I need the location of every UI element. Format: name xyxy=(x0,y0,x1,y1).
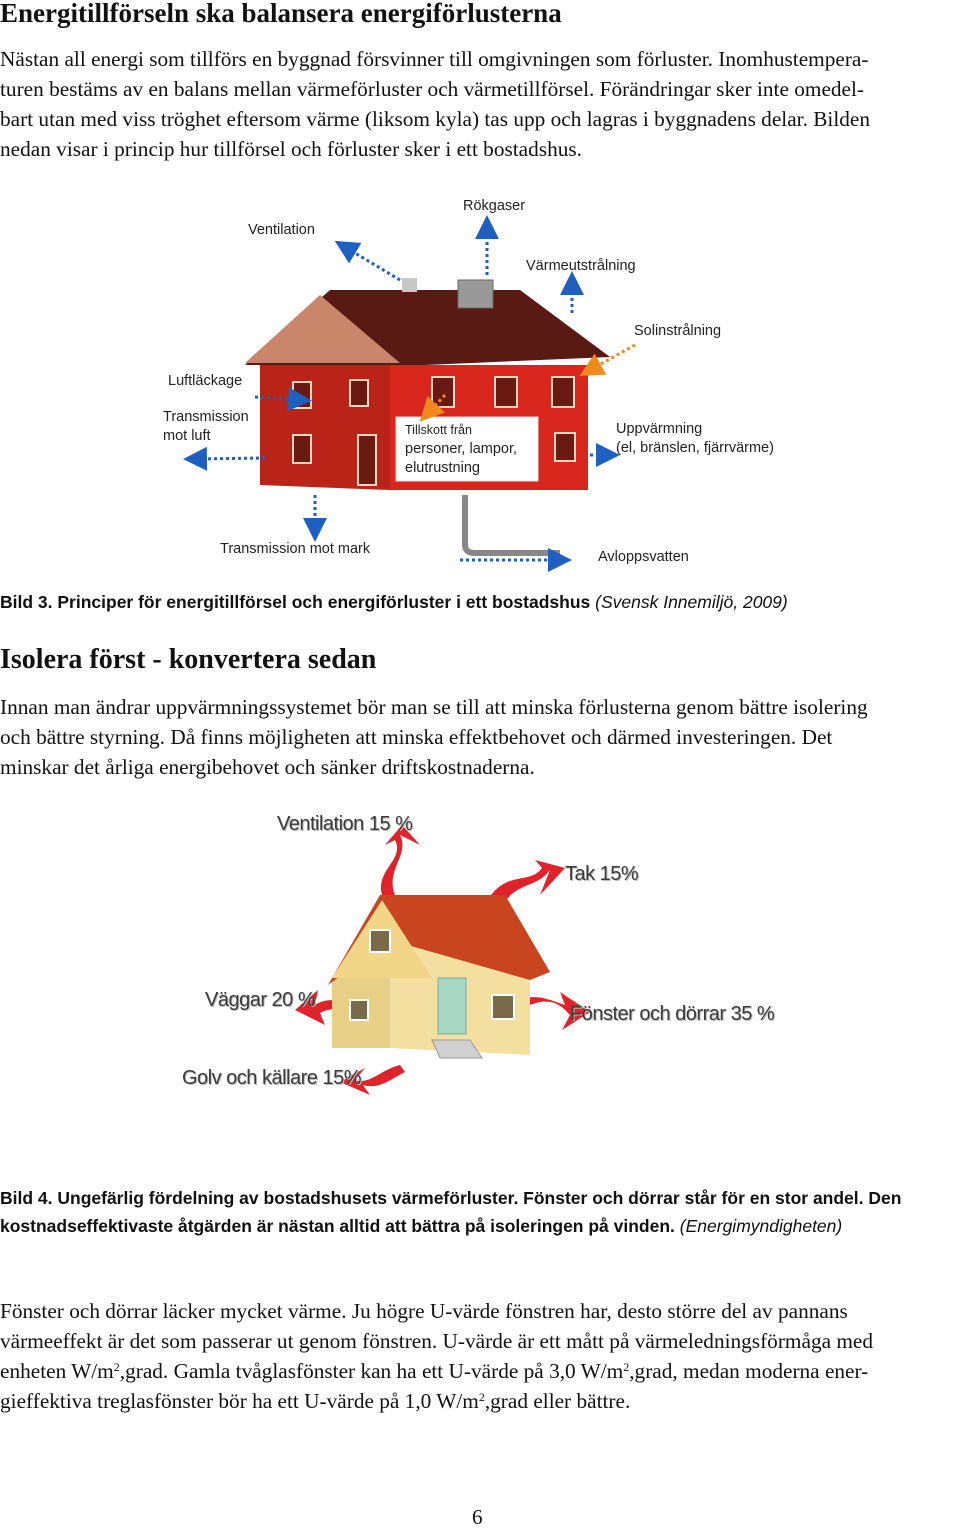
para2-line: och bättre styrning. Då finns möjligheten att minska effektbehovet och därmed investeringen. Det xyxy=(0,725,833,749)
label-transmission-luft-1: Transmission xyxy=(163,409,249,425)
heat-loss-figure xyxy=(170,800,810,1100)
figure1-caption xyxy=(0,588,958,616)
para3-line: Fönster och dörrar läcker mycket värme. Ju högre U-värde fönstren har, desto större del av pannans xyxy=(0,1299,848,1323)
side-window xyxy=(350,1000,368,1020)
label-transmission-mark: Transmission mot mark xyxy=(220,541,371,557)
chimney xyxy=(458,280,493,308)
para1-line: bart utan med viss tröghet eftersom värme (liksom kyla) tas upp och lagras i byggnadens delar. Bilden xyxy=(0,107,871,131)
label-tillskott-2: personer, lampor, xyxy=(405,441,518,457)
front-window xyxy=(492,995,514,1019)
page-heading: Energitillförseln ska balansera energiförlusterna xyxy=(0,0,562,28)
para1-line: Nästan all energi som tillförs en byggnad försvinner till omgivningen som förluster. Inomhustempera- xyxy=(0,47,869,71)
label-golv-15: Golv och källare 15% xyxy=(182,1067,361,1089)
windows-paragraph xyxy=(0,1296,958,1416)
para1-line: turen bestäms av en balans mellan värmeförluster och värmetillförsel. Förändringar sker inte omedel- xyxy=(0,77,865,101)
label-fonster-35: Fönster och dörrar 35 % xyxy=(570,1003,775,1025)
label-tillskott-1: Tillskott från xyxy=(405,423,472,437)
label-uppvarmning-2: (el, bränslen, fjärrvärme) xyxy=(616,440,774,456)
front-door xyxy=(438,978,466,1034)
heat-loss-illustration xyxy=(170,800,810,1100)
para3-text: gieffektiva treglasfönster bör ha ett U-värde på 1,0 W/m xyxy=(0,1389,479,1413)
para3-text: enheten W/m xyxy=(0,1359,114,1383)
energy-balance-figure xyxy=(160,185,800,580)
label-transmission-luft-2: mot luft xyxy=(163,428,211,444)
caption2-line2: kostnadseffektivaste åtgärden är nästan alltid att bättra på isoleringen på vinden. xyxy=(0,1216,675,1236)
para3-text: ,grad. Gamla tvåglasfönster kan ha ett U-värde på 3,0 W/m xyxy=(119,1359,624,1383)
section-heading: Isolera först - konvertera sedan xyxy=(0,644,377,675)
caption2-line1: Bild 4. Ungefärlig fördelning av bostadshusets värmeförluster. Fönster och dörrar står för en stor andel. Den xyxy=(0,1188,902,1208)
label-vaggar-20: Väggar 20 % xyxy=(205,989,316,1011)
label-tillskott-3: elutrustning xyxy=(405,460,480,476)
para3-text: ,grad, medan moderna ener- xyxy=(629,1359,869,1383)
superscript: 2 xyxy=(113,1360,120,1374)
vent-pipe xyxy=(402,278,417,292)
energy-house-illustration xyxy=(160,185,800,580)
label-avloppsvatten: Avloppsvatten xyxy=(598,549,689,565)
intro-paragraph xyxy=(0,44,958,164)
figure2-caption xyxy=(0,1184,958,1240)
para3-text: ,grad eller bättre. xyxy=(484,1389,631,1413)
label-varmeutstralning: Värmeutstrålning xyxy=(526,258,636,274)
caption1-source: (Svensk Innemiljö, 2009) xyxy=(595,592,788,612)
para2-line: minskar det årliga energibehovet och sänker driftskostnaderna. xyxy=(0,755,535,779)
caption1-bold: Bild 3. Principer för energitillförsel och energiförluster i ett bostadshus xyxy=(0,592,591,612)
para2-line: Innan man ändrar uppvärmningssystemet bör man se till att minska förlusterna genom bättre isolering xyxy=(0,695,868,719)
caption2-source: (Energimyndigheten) xyxy=(679,1216,843,1236)
gable-window xyxy=(370,930,390,952)
label-solinstralning: Solinstrålning xyxy=(634,323,722,339)
drain-pipe xyxy=(465,495,560,553)
para1-line: nedan visar i princip hur tillförsel och förluster sker i ett bostadshus. xyxy=(0,137,582,161)
superscript: 2 xyxy=(478,1390,485,1404)
para3-line: värmeeffekt är det som passerar ut genom fönstren. U-värde är ett mått på värmeledningsförmåga med xyxy=(0,1329,874,1353)
label-ventilation: Ventilation xyxy=(248,222,315,238)
insulation-paragraph xyxy=(0,692,958,782)
label-ventilation-15: Ventilation 15 % xyxy=(277,813,413,835)
label-tak-15: Tak 15% xyxy=(565,863,639,885)
label-uppvarmning-1: Uppvärmning xyxy=(616,421,703,437)
label-rokgaser: Rökgaser xyxy=(463,198,526,214)
label-luftlackage: Luftläckage xyxy=(168,373,243,389)
superscript: 2 xyxy=(623,1360,630,1374)
page-number: 6 xyxy=(472,1505,483,1529)
